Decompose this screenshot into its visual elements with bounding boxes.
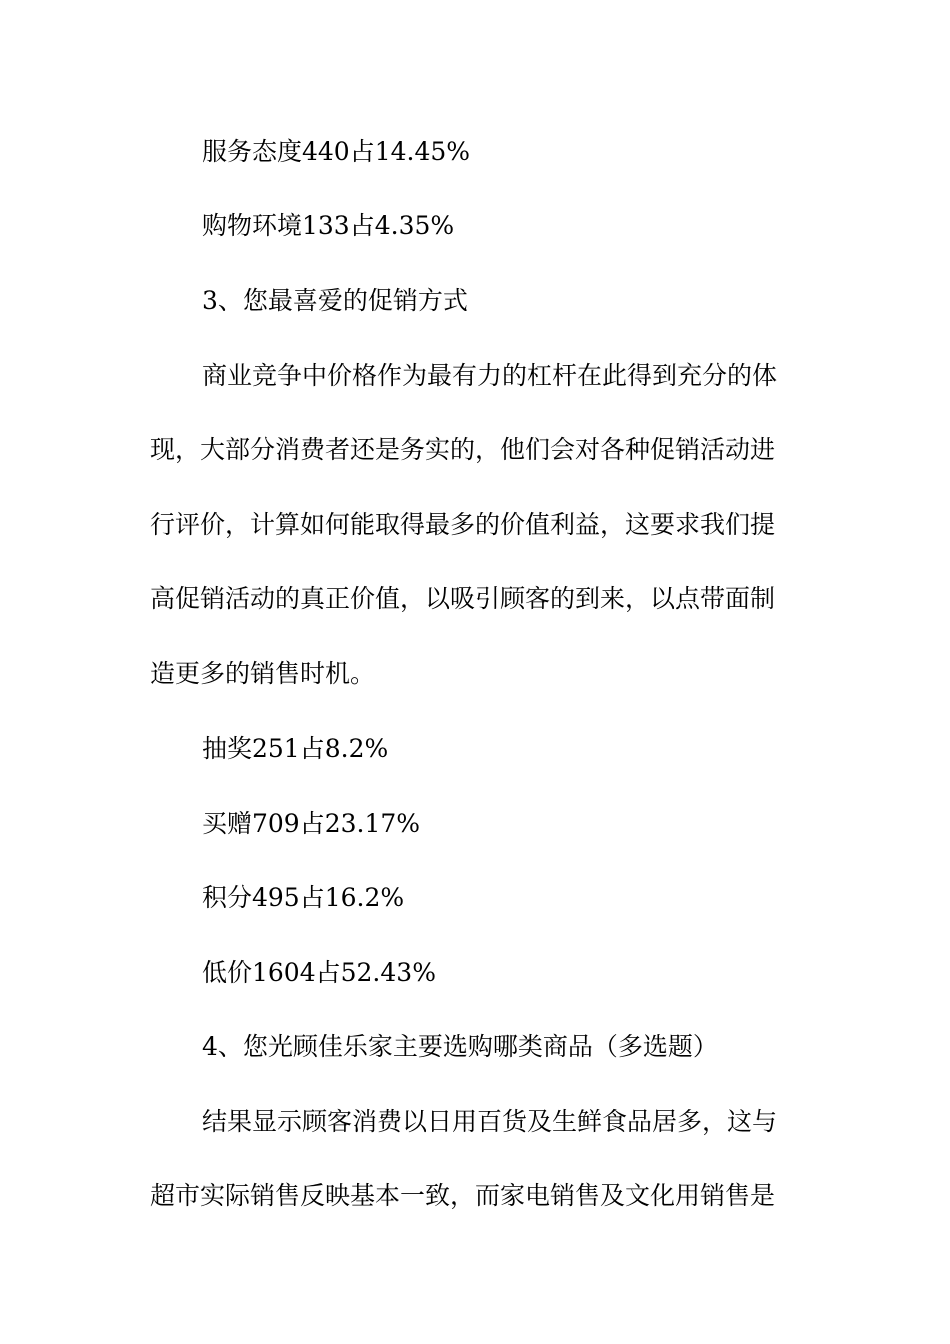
section-heading-4: 4、您光顾佳乐家主要选购哪类商品（多选题） — [202, 1032, 718, 1061]
stat-shopping-environment: 购物环境133占4.35% — [202, 211, 455, 240]
paragraph-result-line-2: 超市实际销售反映基本一致，而家电销售及文化用销售是 — [150, 1181, 776, 1210]
paragraph-price-line-4: 高促销活动的真正价值，以吸引顾客的到来，以点带面制 — [150, 584, 776, 613]
stat-points: 积分495占16.2% — [202, 883, 405, 912]
paragraph-result-line-1: 结果显示顾客消费以日用百货及生鲜食品居多，这与 — [202, 1107, 778, 1136]
paragraph-price-line-5: 造更多的销售时机。 — [150, 659, 376, 688]
stat-service-attitude: 服务态度440占14.45% — [202, 137, 471, 166]
stat-low-price: 低价1604占52.43% — [202, 958, 436, 987]
stat-buy-gift: 买赠709占23.17% — [202, 809, 421, 838]
paragraph-price-line-3: 行评价，计算如何能取得最多的价值利益，这要求我们提 — [150, 510, 776, 539]
section-heading-3: 3、您最喜爱的促销方式 — [202, 286, 468, 315]
stat-lottery: 抽奖251占8.2% — [202, 734, 389, 763]
paragraph-price-line-1: 商业竞争中价格作为最有力的杠杆在此得到充分的体 — [202, 361, 778, 390]
paragraph-price-line-2: 现，大部分消费者还是务实的，他们会对各种促销活动进 — [150, 435, 776, 464]
